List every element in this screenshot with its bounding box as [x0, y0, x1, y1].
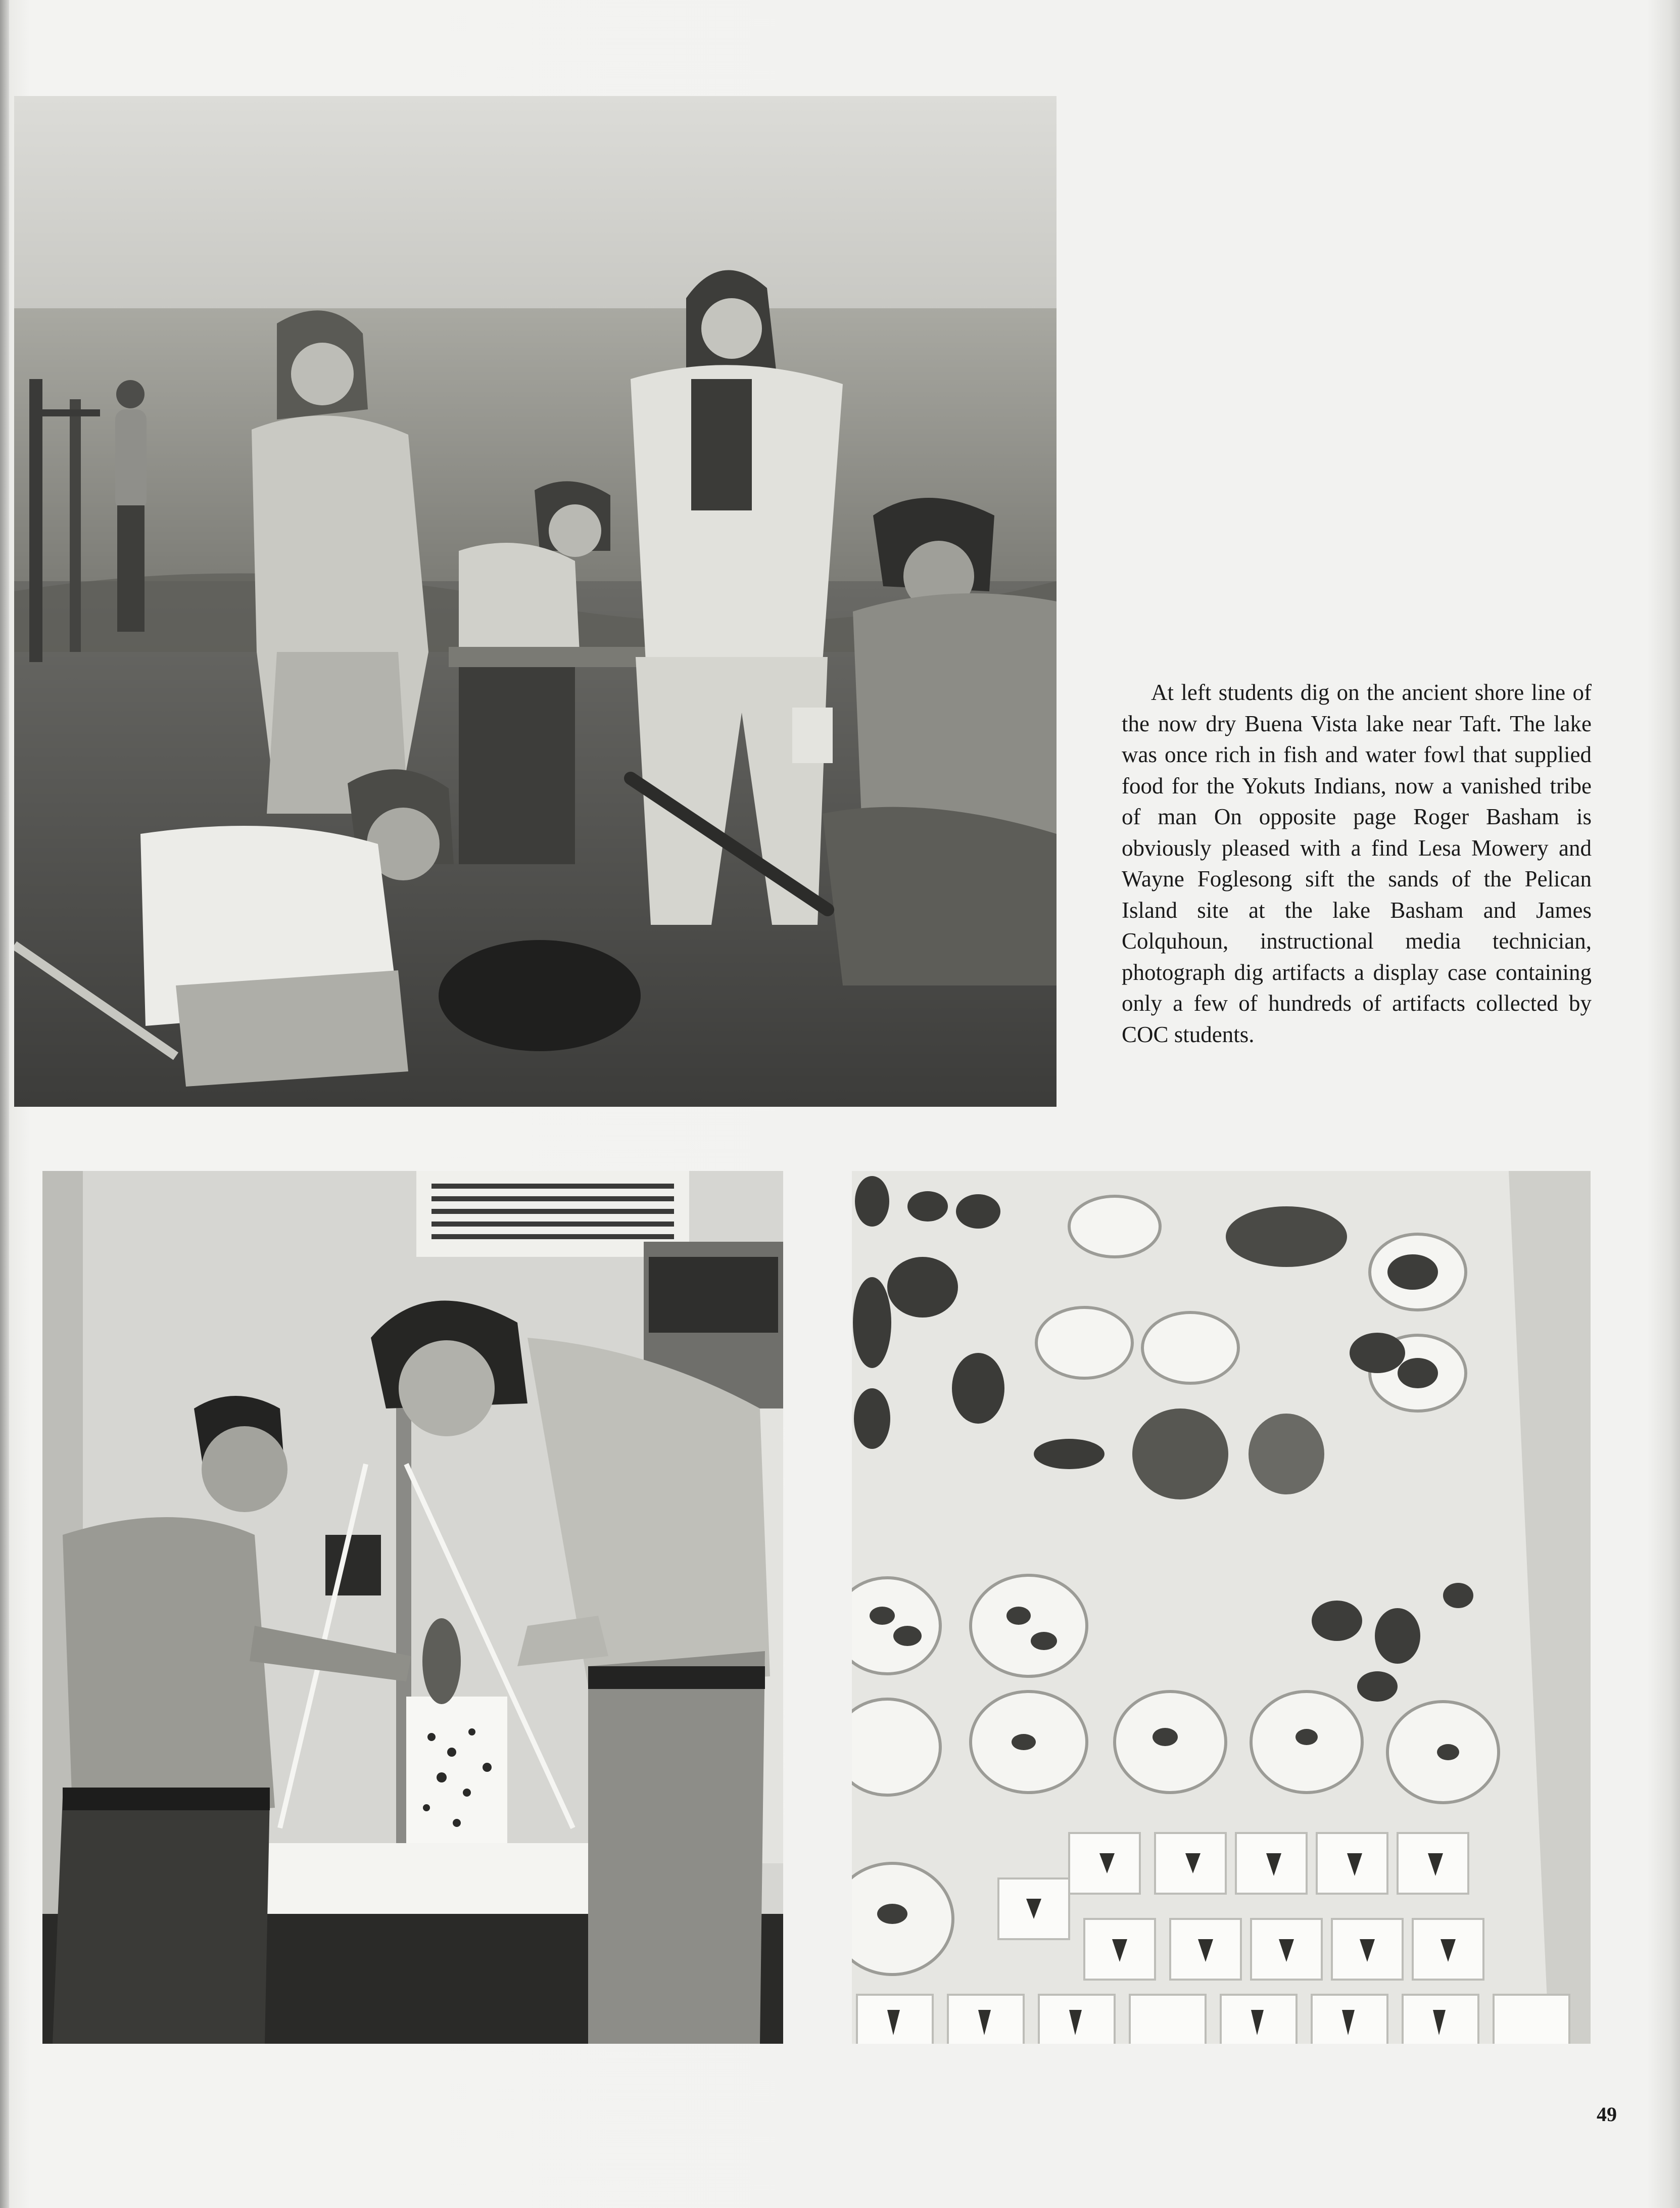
artifact-display-photo [852, 1171, 1591, 2044]
spine-shadow [0, 0, 9, 2208]
dig-site-illustration [14, 96, 1057, 1107]
page-number: 49 [1597, 2103, 1617, 2126]
lab-illustration [42, 1171, 783, 2044]
caption-text: At left students dig on the ancient shore line of the now dry Buena Vista lake near Taft. The lake was once rich in fish and water fowl that supplied food for the Yokuts Indians, now a vanished tribe of man On opposite page Roger Basham is obviously pleased with a find Lesa Mowery and Wayne Foglesong sift the sands of the Pelican Island site at the lake Basham and James Colquhoun, instructional media technician, photograph dig artifacts a display case containing only a few of hundreds of artifacts collected by COC students. [1122, 680, 1592, 1047]
sky [14, 96, 1057, 313]
dig-hole [439, 940, 641, 1051]
dig-site-photo [14, 96, 1057, 1107]
distant-student [115, 380, 147, 632]
held-artifact [422, 1618, 461, 1704]
display-case-illustration [852, 1171, 1591, 2044]
photo-caption [1122, 677, 1592, 1050]
lab-photo [42, 1171, 783, 2044]
